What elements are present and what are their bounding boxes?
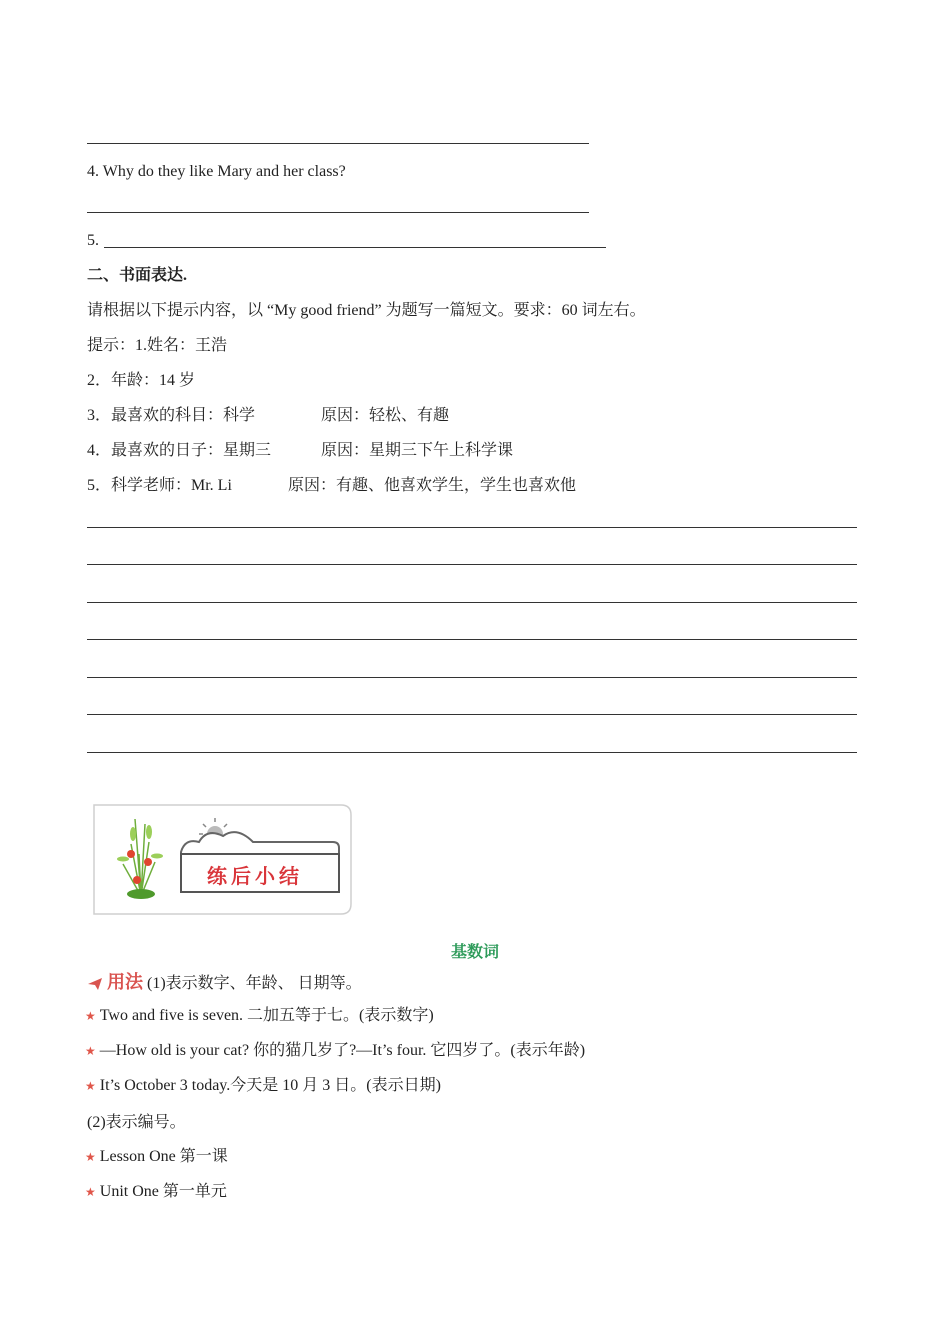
- writing-line[interactable]: [87, 527, 857, 528]
- writing-line[interactable]: [87, 564, 857, 565]
- example-text: —How old is your cat? 你的猫几岁了?—It’s four. 它四岁了。(表示年龄): [99, 1042, 586, 1059]
- writing-line[interactable]: [87, 752, 857, 753]
- hint-4: 4．最喜欢的日子：星期三: [87, 442, 272, 459]
- usage-row: [87, 968, 362, 994]
- hint-1: 提示：1.姓名：王浩: [87, 337, 228, 354]
- example-text: Unit One 第一单元: [99, 1183, 227, 1200]
- example-text: Lesson One 第一课: [99, 1148, 228, 1165]
- question-5-number: 5.: [87, 232, 99, 249]
- hint-3: 3．最喜欢的科目：科学: [87, 407, 256, 424]
- summary-title: 基数词: [451, 944, 500, 961]
- example-row: [85, 1147, 228, 1167]
- star-icon: ★: [85, 1009, 96, 1023]
- star-icon: ★: [85, 1079, 96, 1093]
- usage-2-text: (2)表示编号。: [87, 1114, 186, 1131]
- answer-line[interactable]: [87, 143, 589, 144]
- example-text: It’s October 3 today.今天是 10 月 3 日。(表示日期): [99, 1077, 441, 1094]
- hint-5: 5．科学老师：Mr. Li: [87, 477, 232, 494]
- hint-2: 2．年龄：14 岁: [87, 372, 196, 389]
- hint-5-reason: 原因：有趣、他喜欢学生，学生也喜欢他: [288, 477, 577, 494]
- usage-label: 用法: [107, 972, 143, 992]
- writing-line[interactable]: [87, 677, 857, 678]
- example-row: [85, 1076, 441, 1096]
- star-icon: ★: [85, 1150, 96, 1164]
- star-icon: ★: [85, 1044, 96, 1058]
- example-row: [85, 1041, 585, 1061]
- writing-line[interactable]: [87, 714, 857, 715]
- writing-line[interactable]: [87, 602, 857, 603]
- usage-1-text: (1)表示数字、年龄、 日期等。: [147, 975, 362, 992]
- instruction-text: 请根据以下提示内容，以 “My good friend” 为题写一篇短文。要求：60 词左右。: [87, 302, 646, 319]
- paper-plane-icon: [87, 977, 103, 991]
- answer-line[interactable]: [87, 212, 589, 213]
- example-row: [85, 1006, 434, 1026]
- question-4: 4. Why do they like Mary and her class?: [87, 163, 346, 180]
- section-heading: 二、书面表达.: [87, 267, 188, 284]
- star-icon: ★: [85, 1185, 96, 1199]
- banner-title: 练后小结: [207, 864, 303, 888]
- hint-4-reason: 原因：星期三下午上科学课: [321, 442, 514, 459]
- writing-line[interactable]: [87, 639, 857, 640]
- example-row: [85, 1182, 227, 1202]
- hint-3-reason: 原因：轻松、有趣: [321, 407, 450, 424]
- summary-banner: [93, 804, 352, 915]
- answer-line[interactable]: [104, 247, 606, 248]
- example-text: Two and five is seven. 二加五等于七。(表示数字): [99, 1007, 434, 1024]
